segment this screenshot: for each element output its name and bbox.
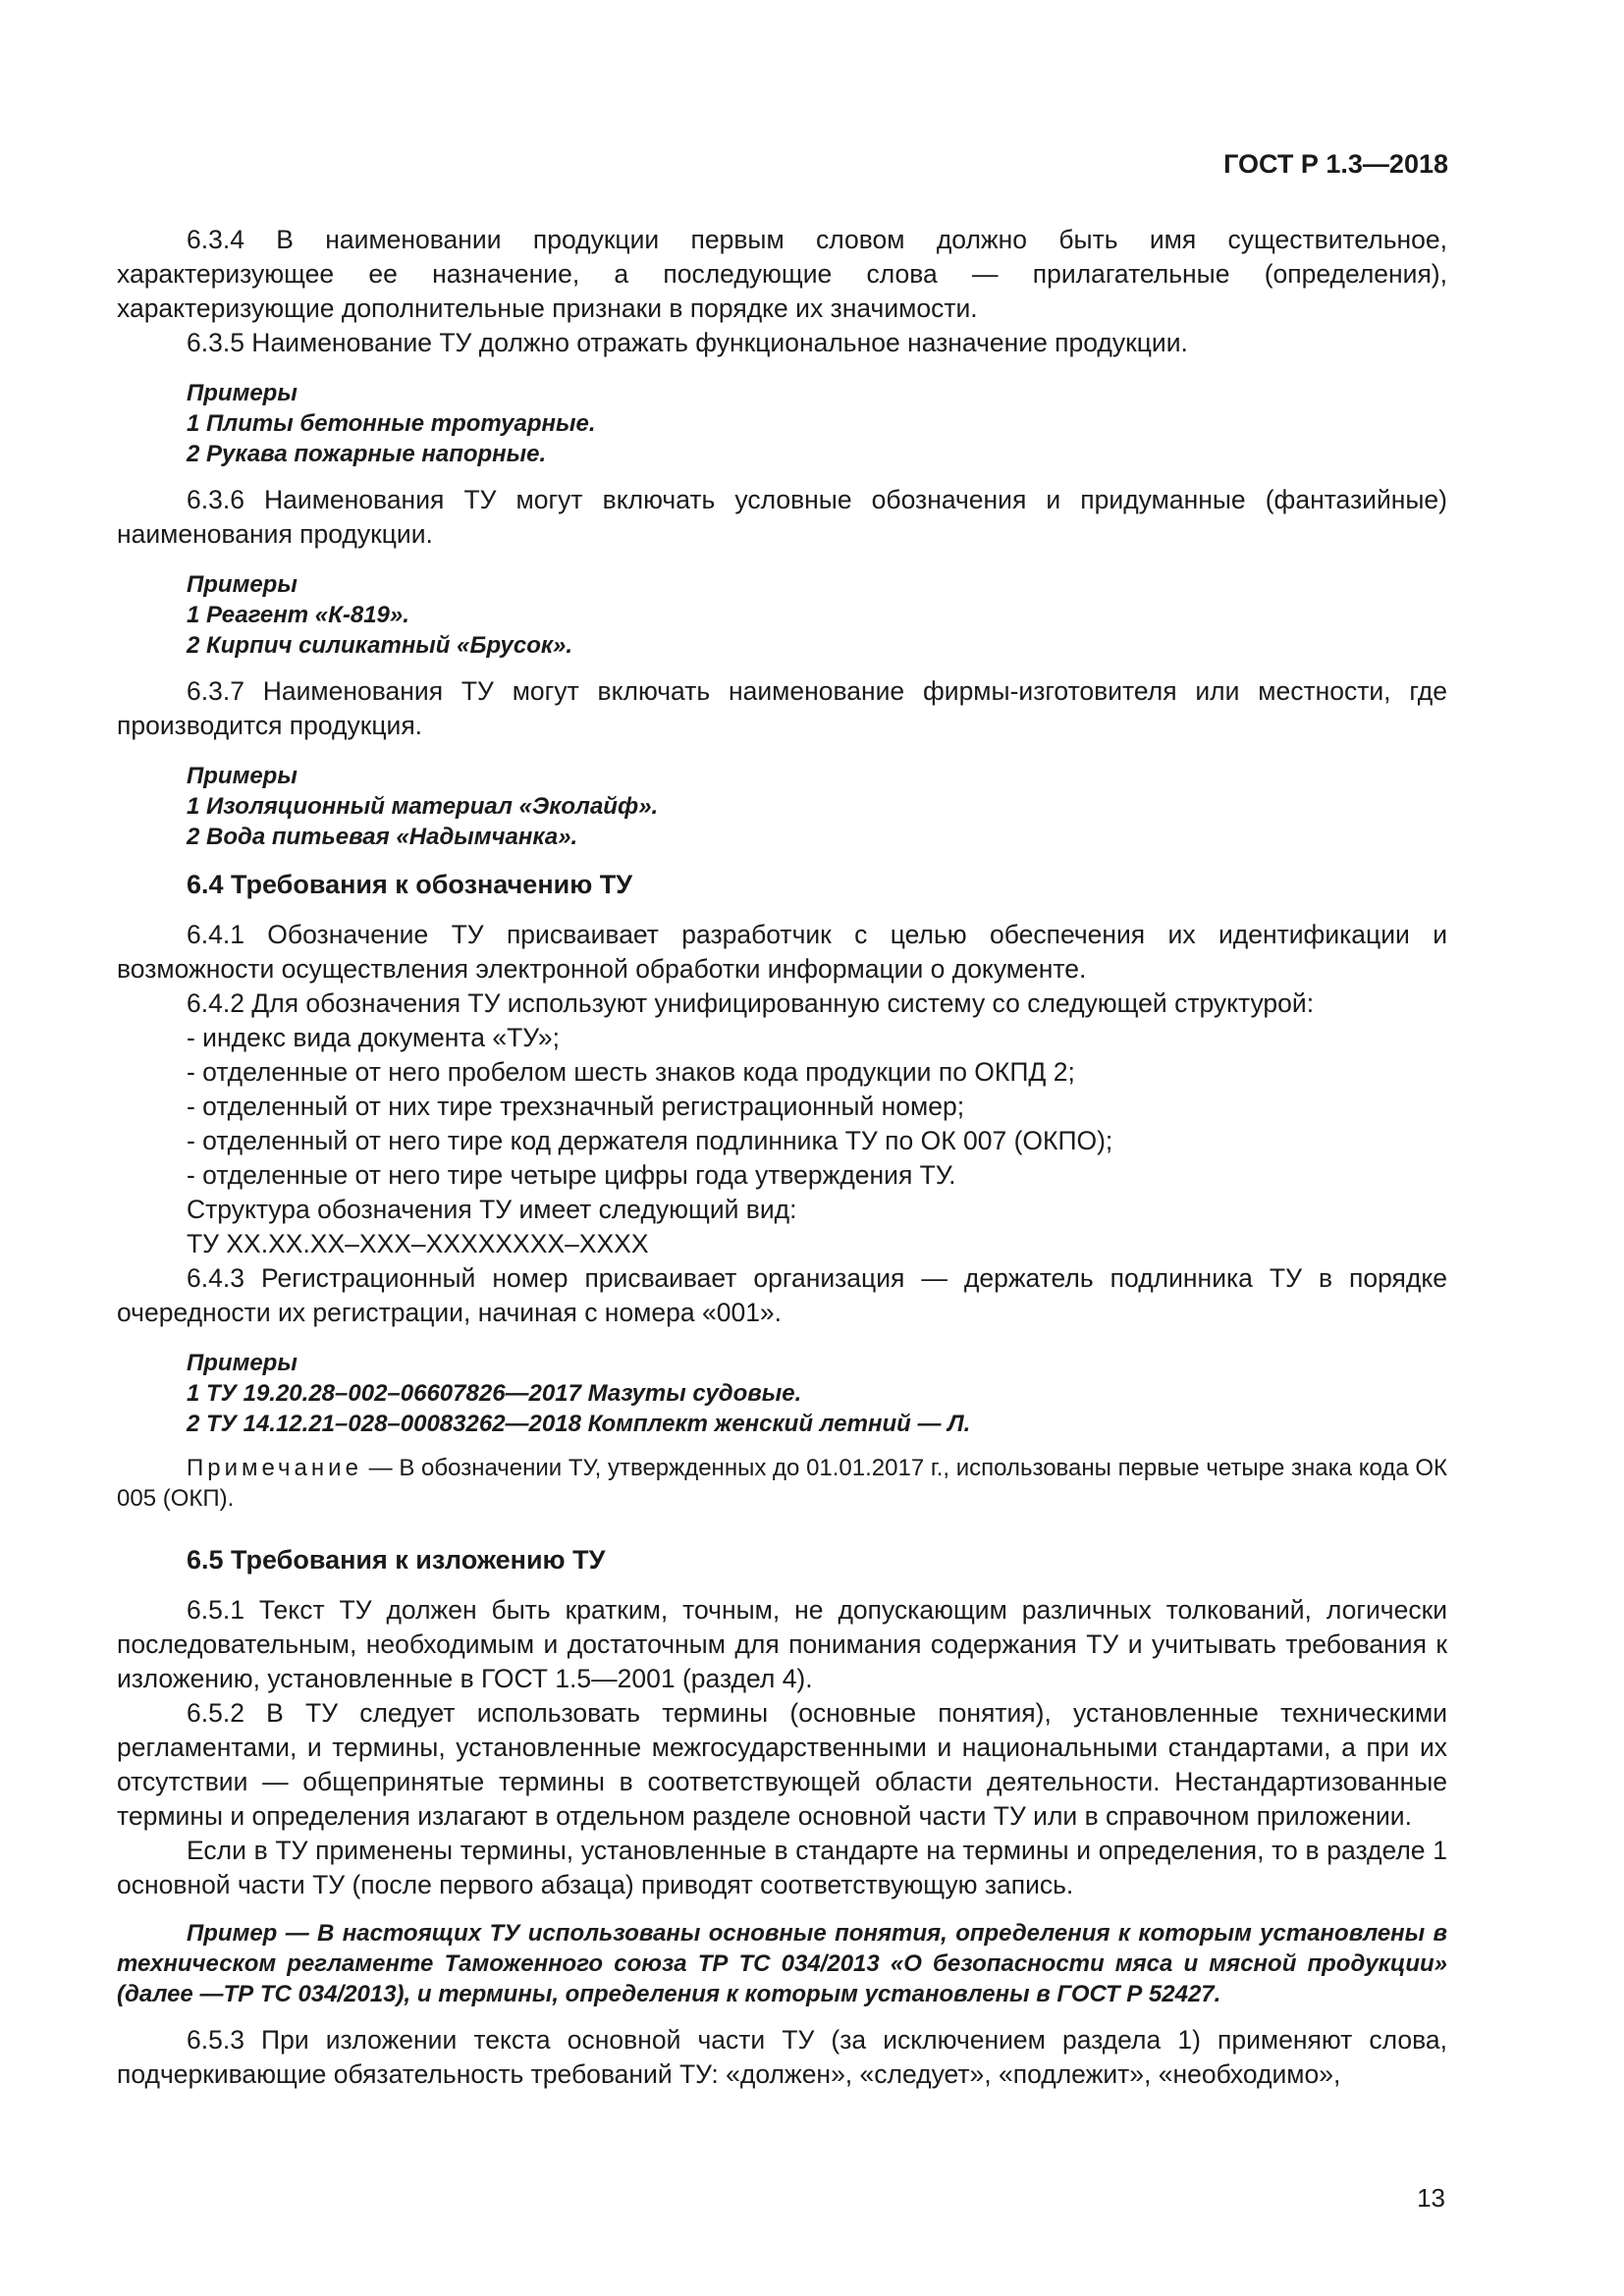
clause-6-3-4: 6.3.4 В наименовании продукции первым словом должно быть имя существительное, характеризующее ее назначение, а последующие слова — прилагательные (определения), характеризующие дополнительные признаки в порядке их значимости. <box>117 225 1447 323</box>
structure-label: Структура обозначения ТУ имеет следующий вид: <box>187 1195 797 1224</box>
list-item: - отделенный от них тире трехзначный регистрационный номер; <box>187 1092 965 1121</box>
structure-value: ТУ XX.XX.XX–XXX–XXXXXXXX–XXXX <box>187 1229 649 1258</box>
section-heading-6-5: 6.5 Требования к изложению ТУ <box>187 1545 606 1575</box>
list-item: - индекс вида документа «ТУ»; <box>187 1023 561 1052</box>
examples-block-1 <box>117 378 1447 469</box>
clause-6-3-5: 6.3.5 Наименование ТУ должно отражать функциональное назначение продукции. <box>187 328 1188 357</box>
clause-6-4-2: 6.4.2 Для обозначения ТУ используют унифицированную систему со следующей структурой: <box>187 988 1315 1018</box>
example-item: 1 Изоляционный материал «Эколайф». <box>187 793 659 820</box>
list-item: - отделенные от него тире четыре цифры года утверждения ТУ. <box>187 1160 956 1190</box>
note <box>117 1453 1447 1514</box>
document-body <box>117 223 1447 2092</box>
example-6-5-2: Пример — В настоящих ТУ использованы основные понятия, определения к которым установлены в техническом регламенте Таможенного союза ТР ТС 034/2013 «О безопасности мяса и мясной продукции» (далее —ТР ТС 034/2013), и термины, определения к которым установлены в ГОСТ Р 52427. <box>117 1920 1447 2007</box>
example-item: 2 ТУ 14.12.21–028–00083262—2018 Комплект женский летний — Л. <box>187 1411 971 1437</box>
examples-label: Примеры <box>187 571 298 598</box>
example-item: 1 Реагент «К-819». <box>187 602 409 628</box>
list-item: - отделенный от него тире код держателя подлинника ТУ по ОК 007 (ОКПО); <box>187 1126 1113 1155</box>
examples-block-4 <box>117 1348 1447 1439</box>
example-item: 1 Плиты бетонные тротуарные. <box>187 410 596 437</box>
document-header: ГОСТ Р 1.3—2018 <box>1223 149 1448 179</box>
list-item: - отделенные от него пробелом шесть знаков кода продукции по ОКПД 2; <box>187 1057 1075 1087</box>
examples-label: Примеры <box>187 1350 298 1376</box>
examples-label: Примеры <box>187 763 298 789</box>
example-item: 2 Вода питьевая «Надымчанка». <box>187 824 578 850</box>
note-label: Примечание <box>187 1455 362 1481</box>
example-item: 2 Кирпич силикатный «Брусок». <box>187 632 573 659</box>
examples-block-2 <box>117 569 1447 661</box>
section-heading-6-4: 6.4 Требования к обозначению ТУ <box>187 870 633 899</box>
example-item: 2 Рукава пожарные напорные. <box>187 441 547 467</box>
example-item: 1 ТУ 19.20.28–002–06607826—2017 Мазуты судовые. <box>187 1380 802 1407</box>
clause-6-5-2-continued: Если в ТУ применены термины, установленные в стандарте на термины и определения, то в разделе 1 основной части ТУ (после первого абзаца) приводят соответствующую запись. <box>117 1836 1447 1899</box>
page-number: 13 <box>1417 2183 1445 2213</box>
examples-label: Примеры <box>187 380 298 406</box>
clause-6-4-3: 6.4.3 Регистрационный номер присваивает организация — держатель подлинника ТУ в порядке очередности их регистрации, начиная с номера «001». <box>117 1263 1447 1327</box>
clause-6-5-3: 6.5.3 При изложении текста основной части ТУ (за исключением раздела 1) применяют слова, подчеркивающие обязательность требований ТУ: «должен», «следует», «подлежит», «необходимо», <box>117 2025 1447 2089</box>
examples-block-3 <box>117 761 1447 852</box>
clause-6-5-1: 6.5.1 Текст ТУ должен быть кратким, точным, не допускающим различных толкований, логически последовательным, необходимым и достаточным для понимания содержания ТУ и учитывать требования к изложению, установленные в ГОСТ 1.5—2001 (раздел 4). <box>117 1595 1447 1693</box>
note-text: — В обозначении ТУ, утвержденных до 01.01.2017 г., использованы первые четыре знака кода ОК 005 (ОКП). <box>117 1455 1447 1512</box>
clause-6-5-2: 6.5.2 В ТУ следует использовать термины (основные понятия), установленные техническими регламентами, и термины, установленные межгосударственными и национальными стандартами, а при их отсутствии — общепринятые термины в соответствующей области деятельности. Нестандартизованные термины и определения излагают в отдельном разделе основной части ТУ или в справочном приложении. <box>117 1698 1447 1831</box>
clause-6-3-7: 6.3.7 Наименования ТУ могут включать наименование фирмы-изготовителя или местности, где производится продукция. <box>117 676 1447 740</box>
clause-6-3-6: 6.3.6 Наименования ТУ могут включать условные обозначения и придуманные (фантазийные) наименования продукции. <box>117 485 1447 549</box>
clause-6-4-1: 6.4.1 Обозначение ТУ присваивает разработчик с целью обеспечения их идентификации и возможности осуществления электронной обработки информации о документе. <box>117 920 1447 984</box>
